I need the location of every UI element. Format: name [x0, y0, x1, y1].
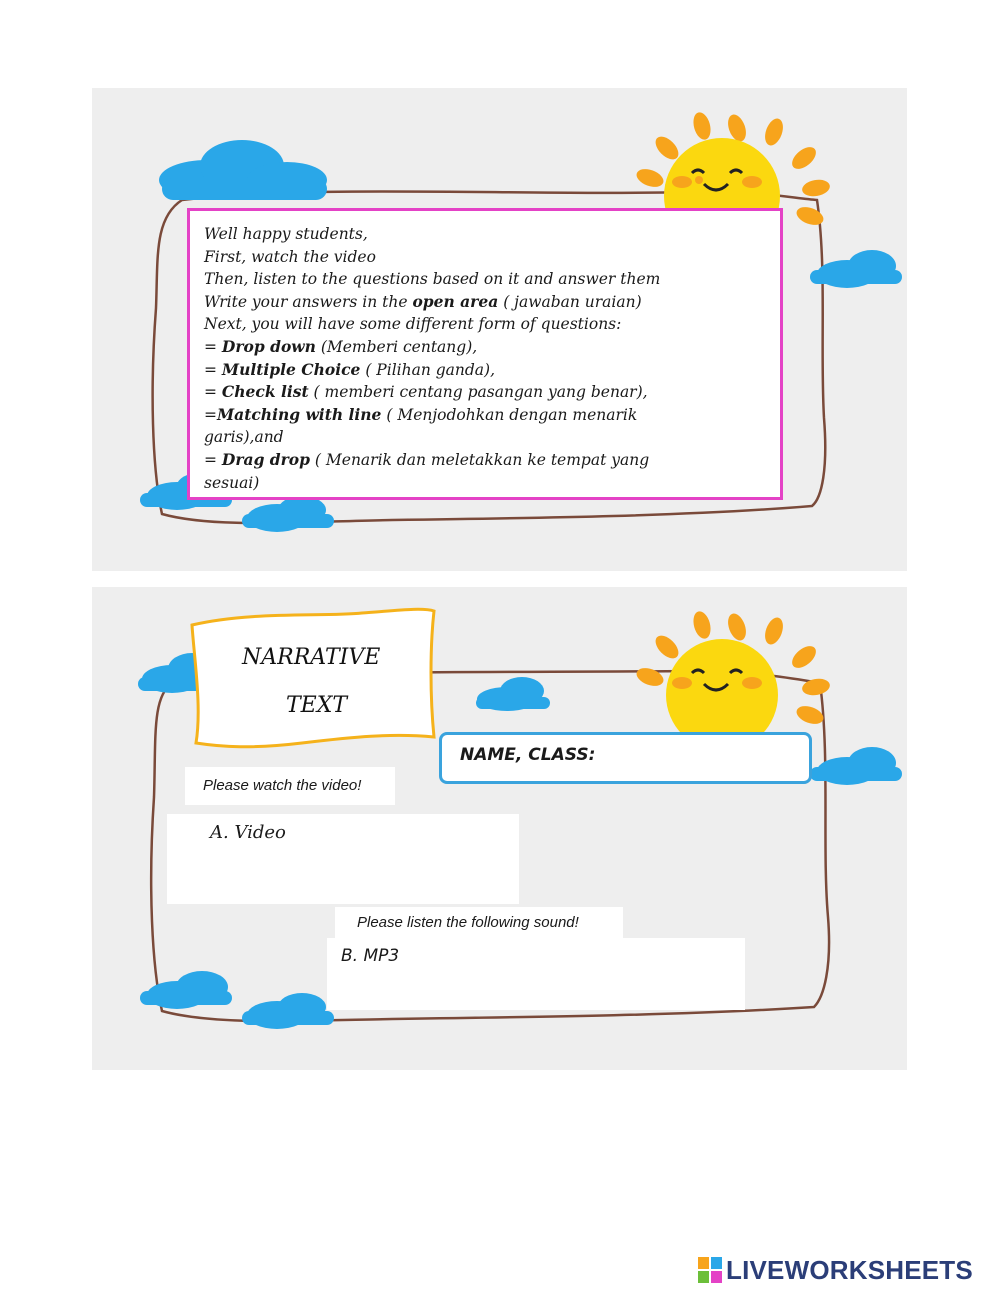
question-type-item: = Drop down (Memberi centang), [204, 336, 478, 356]
name-class-label: NAME, CLASS: [460, 745, 596, 765]
video-area[interactable] [167, 814, 519, 904]
cloud-icon [242, 496, 334, 532]
banner-shape [192, 609, 434, 746]
instructions-text [204, 223, 774, 494]
logo-text: LIVEWORKSHEETS [726, 1254, 973, 1285]
instruction-line: Next, you will have some different form of questions: [204, 315, 622, 334]
watch-prompt-card [185, 767, 395, 805]
name-class-field[interactable] [439, 732, 812, 784]
cloud-icon [810, 250, 902, 288]
logo-icon [698, 1257, 722, 1283]
video-label: A. Video [210, 822, 286, 843]
watch-prompt: Please watch the video! [203, 777, 362, 794]
mp3-area[interactable] [327, 938, 745, 1010]
worksheet-panel [92, 587, 907, 1070]
cloud-icon [476, 677, 550, 711]
instructions-box [187, 208, 783, 500]
question-type-item: =Matching with line ( Menjodohkan dengan menarik [204, 404, 638, 424]
question-type-item-cont: sesuai) [204, 473, 260, 492]
banner-title-line1: NARRATIVE [242, 645, 381, 670]
mp3-label: B. MP3 [341, 946, 400, 966]
liveworksheets-logo[interactable] [698, 1253, 973, 1287]
instruction-line: Then, listen to the questions based on it and answer them [204, 270, 661, 289]
instruction-line: Well happy students, [204, 225, 368, 243]
listen-prompt: Please listen the following sound! [357, 914, 579, 931]
listen-prompt-card [335, 907, 623, 939]
cloud-icon [159, 140, 327, 200]
instructions-panel [92, 88, 907, 571]
instruction-line: First, watch the video [204, 247, 376, 266]
question-type-item: = Multiple Choice ( Pilihan ganda), [204, 359, 496, 379]
cloud-icon [140, 971, 232, 1009]
instruction-line: Write your answers in the open area ( jawaban uraian) [204, 291, 642, 311]
question-type-item-cont: garis),and [204, 428, 284, 447]
question-type-item: = Drag drop ( Menarik dan meletakkan ke tempat yang [204, 449, 650, 469]
banner-title-line2: TEXT [286, 693, 348, 718]
cloud-icon [242, 993, 334, 1029]
question-type-item: = Check list ( memberi centang pasangan yang benar), [204, 382, 648, 402]
